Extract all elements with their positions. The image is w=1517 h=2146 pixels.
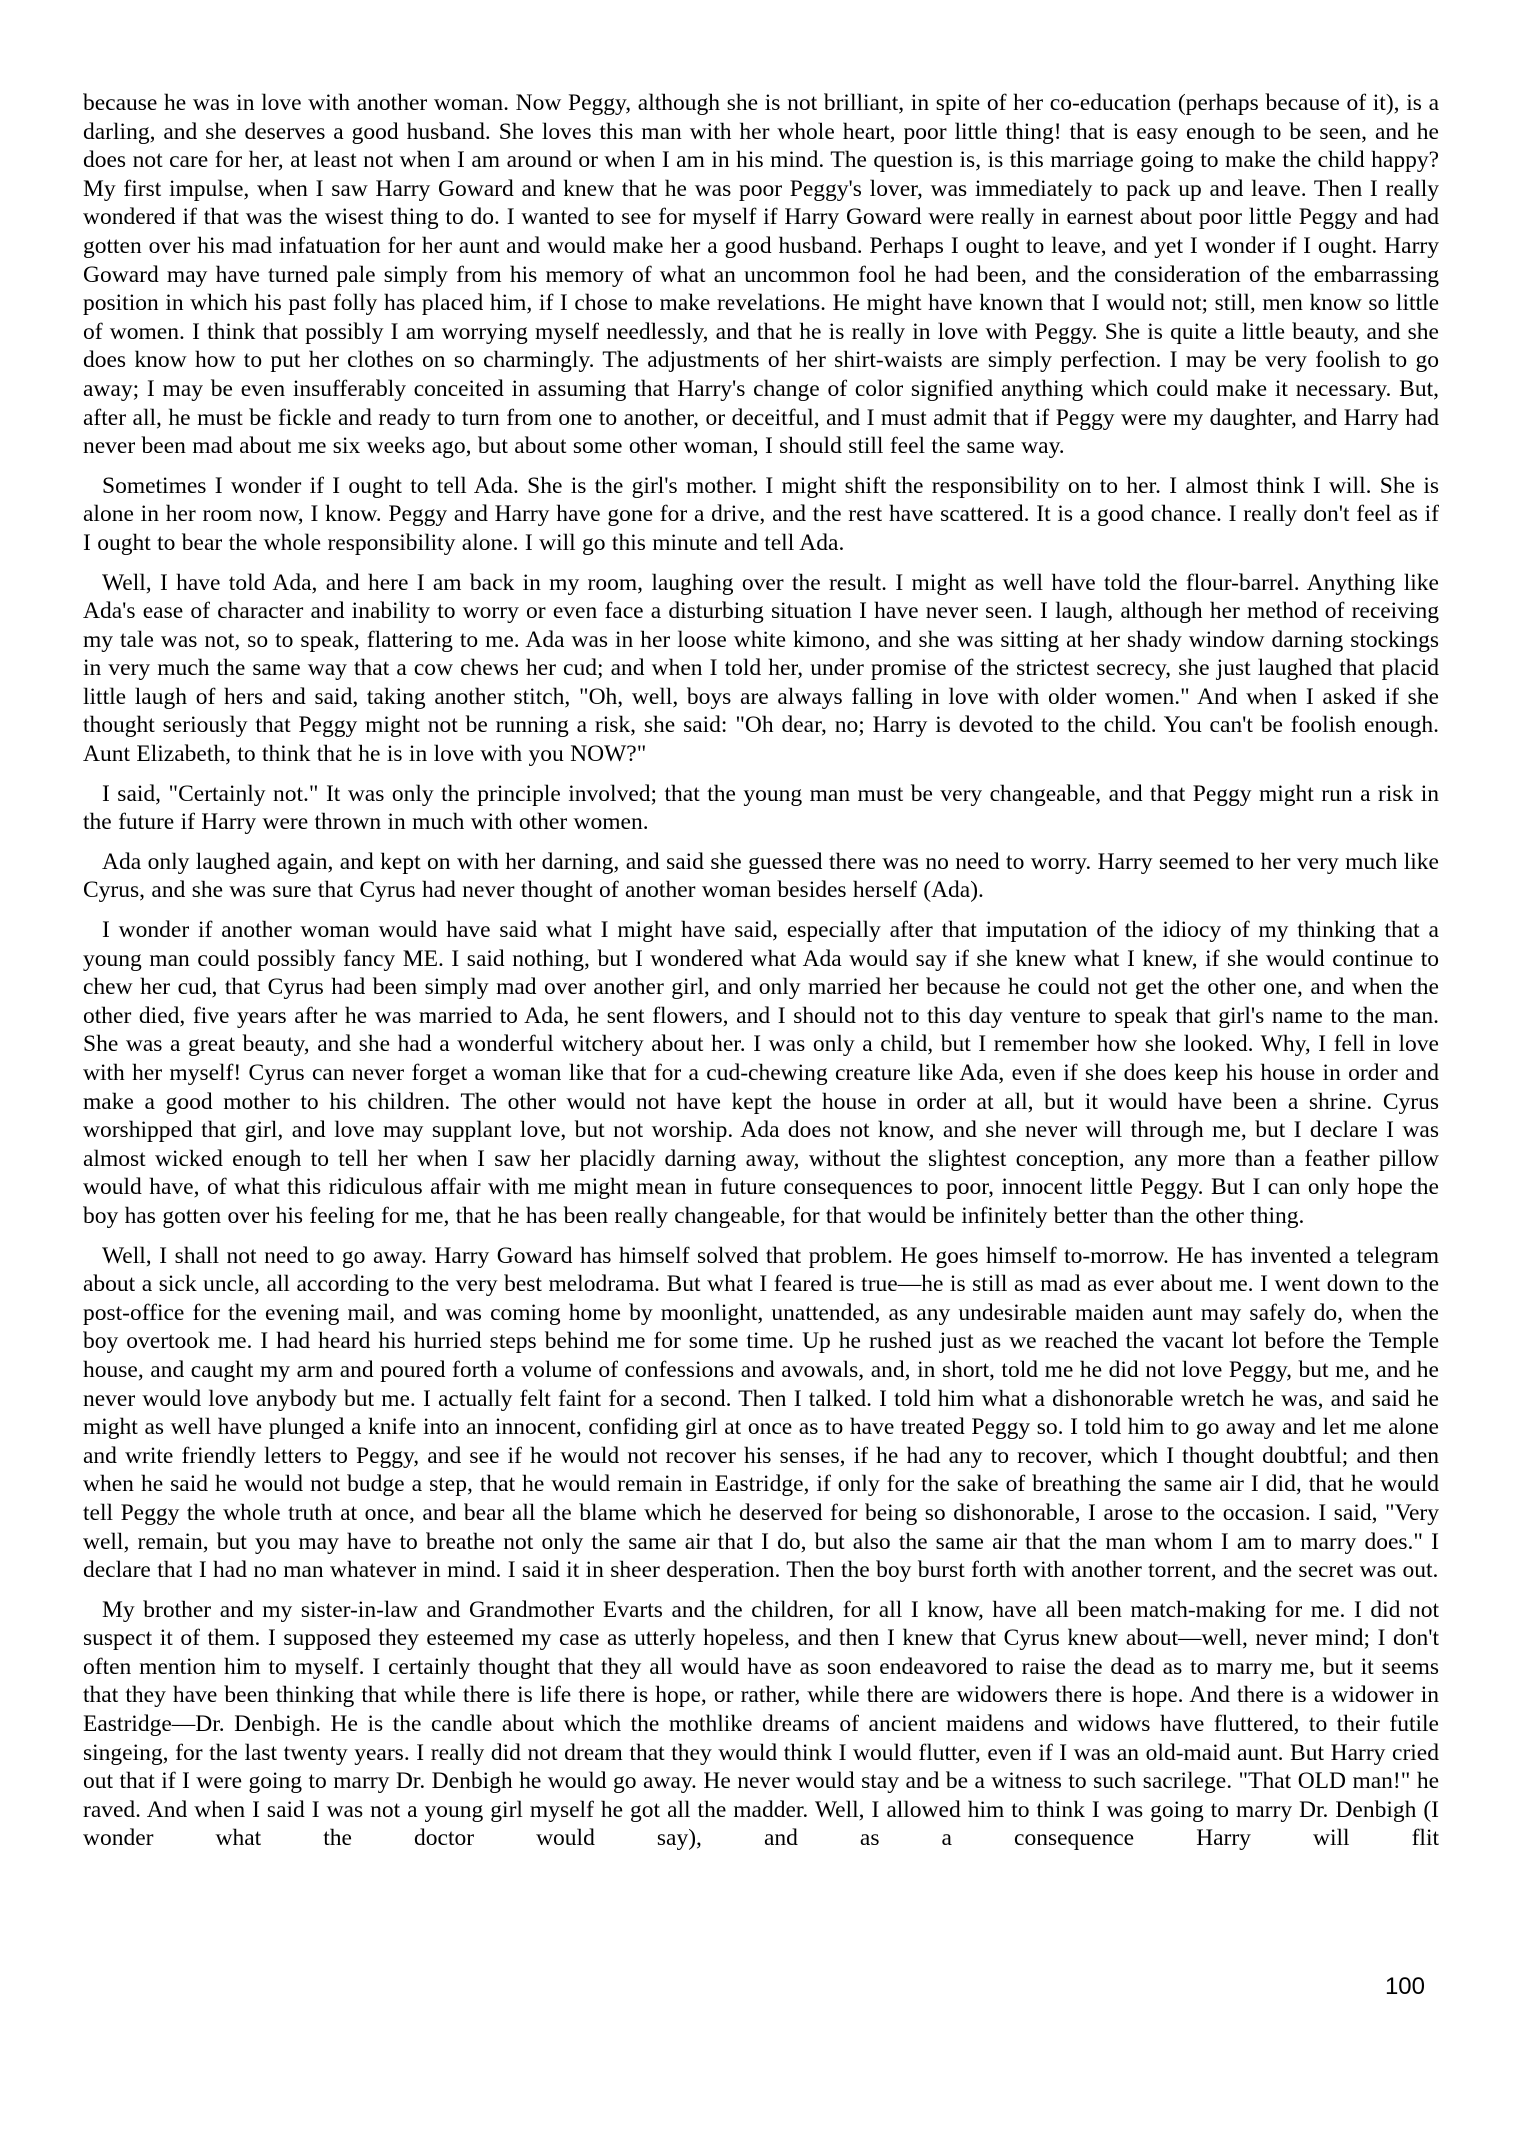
paragraph-1: because he was in love with another woman. Now Peggy, although she is not brilliant, in spite of her co-education (perhaps because of it), is a darling, and she deserves a good husband. She loves this man with her whole heart, poor little thing! that is easy enough to be seen, and he does not care for her, at least not when I am around or when I am in his mind. The question is, is this marriage going to make the child happy? My first impulse, when I saw Harry Goward and knew that he was poor Peggy's lover, was immediately to pack up and leave. Then I really wondered if that was the wisest thing to do. I wanted to see for myself if Harry Goward were really in earnest about poor little Peggy and had gotten over his mad infatuation for her aunt and would make her a good husband. Perhaps I ought to leave, and yet I wonder if I ought. Harry Goward may have turned pale simply from his memory of what an uncommon fool he had been, and the consideration of the embarrassing position in which his past folly has placed him, if I chose to make revelations. He might have known that I would not; still, men know so little of women. I think that possibly I am worrying myself needlessly, and that he is really in love with Peggy. She is quite a little beauty, and she does know how to put her clothes on so charmingly. The adjustments of her shirt-waists are simply perfection. I may be very foolish to go away; I may be even insufferably conceited in assuming that Harry's change of color signified anything which could make it necessary. But, after all, he must be fickle and ready to turn from one to another, or deceitful, and I must admit that if Peggy were my daughter, and Harry had never been mad about me six weeks ago, but about some other woman, I should still feel the same way. [83, 90, 1439, 460]
paragraph-3: Well, I have told Ada, and here I am back in my room, laughing over the result. I might as well have told the flour-barrel. Anything like Ada's ease of character and inability to worry or even face a disturbing situation I have never seen. I laugh, although her method of receiving my tale was not, so to speak, flattering to me. Ada was in her loose white kimono, and she was sitting at her shady window darning stockings in very much the same way that a cow chews her cud; and when I told her, under promise of the strictest secrecy, she just laughed that placid little laugh of hers and said, taking another stitch, "Oh, well, boys are always falling in love with older women." And when I asked if she thought seriously that Peggy might not be running a risk, she said: "Oh dear, no; Harry is devoted to the child. You can't be foolish enough. Aunt Elizabeth, to think that he is in love with you NOW?" [83, 569, 1439, 768]
paragraph-8: My brother and my sister-in-law and Grandmother Evarts and the children, for all I know, have all been match-making for me. I did not suspect it of them. I supposed they esteemed my case as utterly hopeless, and then I knew that Cyrus knew about—well, never mind; I don't often mention him to myself. I certainly thought that they all would have as soon endeavored to raise the dead as to marry me, but it seems that they have been thinking that while there is life there is hope, or rather, while there are widowers there is hope. And there is a widower in Eastridge—Dr. Denbigh. He is the candle about which the mothlike dreams of ancient maidens and widows have fluttered, to their futile singeing, for the last twenty years. I really did not dream that they would think I would flutter, even if I was an old-maid aunt. But Harry cried out that if I were going to marry Dr. Denbigh he would go away. He never would stay and be a witness to such sacrilege. "That OLD man!" he raved. And when I said I was not a young girl myself he got all the madder. Well, I allowed him to think I was going to marry Dr. Denbigh (I wonder what the doctor would say), and as a consequence Harry will flit [83, 1596, 1439, 1852]
paragraph-5: Ada only laughed again, and kept on with her darning, and said she guessed there was no need to worry. Harry seemed to her very much like Cyrus, and she was sure that Cyrus had never thought of another woman besides herself (Ada). [83, 848, 1439, 904]
paragraph-4: I said, "Certainly not." It was only the principle involved; that the young man must be very changeable, and that Peggy might run a risk in the future if Harry were thrown in much with other women. [83, 780, 1439, 836]
page-text [83, 89, 1439, 1864]
page-number: 100 [1384, 1973, 1425, 2000]
paragraph-2: Sometimes I wonder if I ought to tell Ada. She is the girl's mother. I might shift the responsibility on to her. I almost think I will. She is alone in her room now, I know. Peggy and Harry have gone for a drive, and the rest have scattered. It is a good chance. I really don't feel as if I ought to bear the whole responsibility alone. I will go this minute and tell Ada. [83, 472, 1439, 556]
paragraph-7: Well, I shall not need to go away. Harry Goward has himself solved that problem. He goes himself to-morrow. He has invented a telegram about a sick uncle, all according to the very best melodrama. But what I feared is true—he is still as mad as ever about me. I went down to the post-office for the evening mail, and was coming home by moonlight, unattended, as any undesirable maiden aunt may safely do, when the boy overtook me. I had heard his hurried steps behind me for some time. Up he rushed just as we reached the vacant lot before the Temple house, and caught my arm and poured forth a volume of confessions and avowals, and, in short, told me he did not love Peggy, but me, and he never would love anybody but me. I actually felt faint for a second. Then I talked. I told him what a dishonorable wretch he was, and said he might as well have plunged a knife into an innocent, confiding girl at once as to have treated Peggy so. I told him to go away and let me alone and write friendly letters to Peggy, and see if he would not recover his senses, if he had any to recover, which I thought doubtful; and then when he said he would not budge a step, that he would remain in Eastridge, if only for the sake of breathing the same air I did, that he would tell Peggy the whole truth at once, and bear all the blame which he deserved for being so dishonorable, I arose to the occasion. I said, "Very well, remain, but you may have to breathe not only the same air that I do, but also the same air that the man whom I am to marry does." I declare that I had no man whatever in mind. I said it in sheer desperation. Then the boy burst forth with another torrent, and the secret was out. [83, 1242, 1439, 1584]
paragraph-6: I wonder if another woman would have said what I might have said, especially after that imputation of the idiocy of my thinking that a young man could possibly fancy ME. I said nothing, but I wondered what Ada would say if she knew what I knew, if she would continue to chew her cud, that Cyrus had been simply mad over another girl, and only married her because he could not get the other one, and when the other died, five years after he was married to Ada, he sent flowers, and I should not to this day venture to speak that girl's name to the man. She was a great beauty, and she had a wonderful witchery about her. I was only a child, but I remember how she looked. Why, I fell in love with her myself! Cyrus can never forget a woman like that for a cud-chewing creature like Ada, even if she does keep his house in order and make a good mother to his children. The other would not have kept the house in order at all, but it would have been a shrine. Cyrus worshipped that girl, and love may supplant love, but not worship. Ada does not know, and she never will through me, but I declare I was almost wicked enough to tell her when I saw her placidly darning away, without the slightest conception, any more than a feather pillow would have, of what this ridiculous affair with me might mean in future consequences to poor, innocent little Peggy. But I can only hope the boy has gotten over his feeling for me, that he has been really changeable, for that would be infinitely better than the other thing. [83, 917, 1439, 1229]
